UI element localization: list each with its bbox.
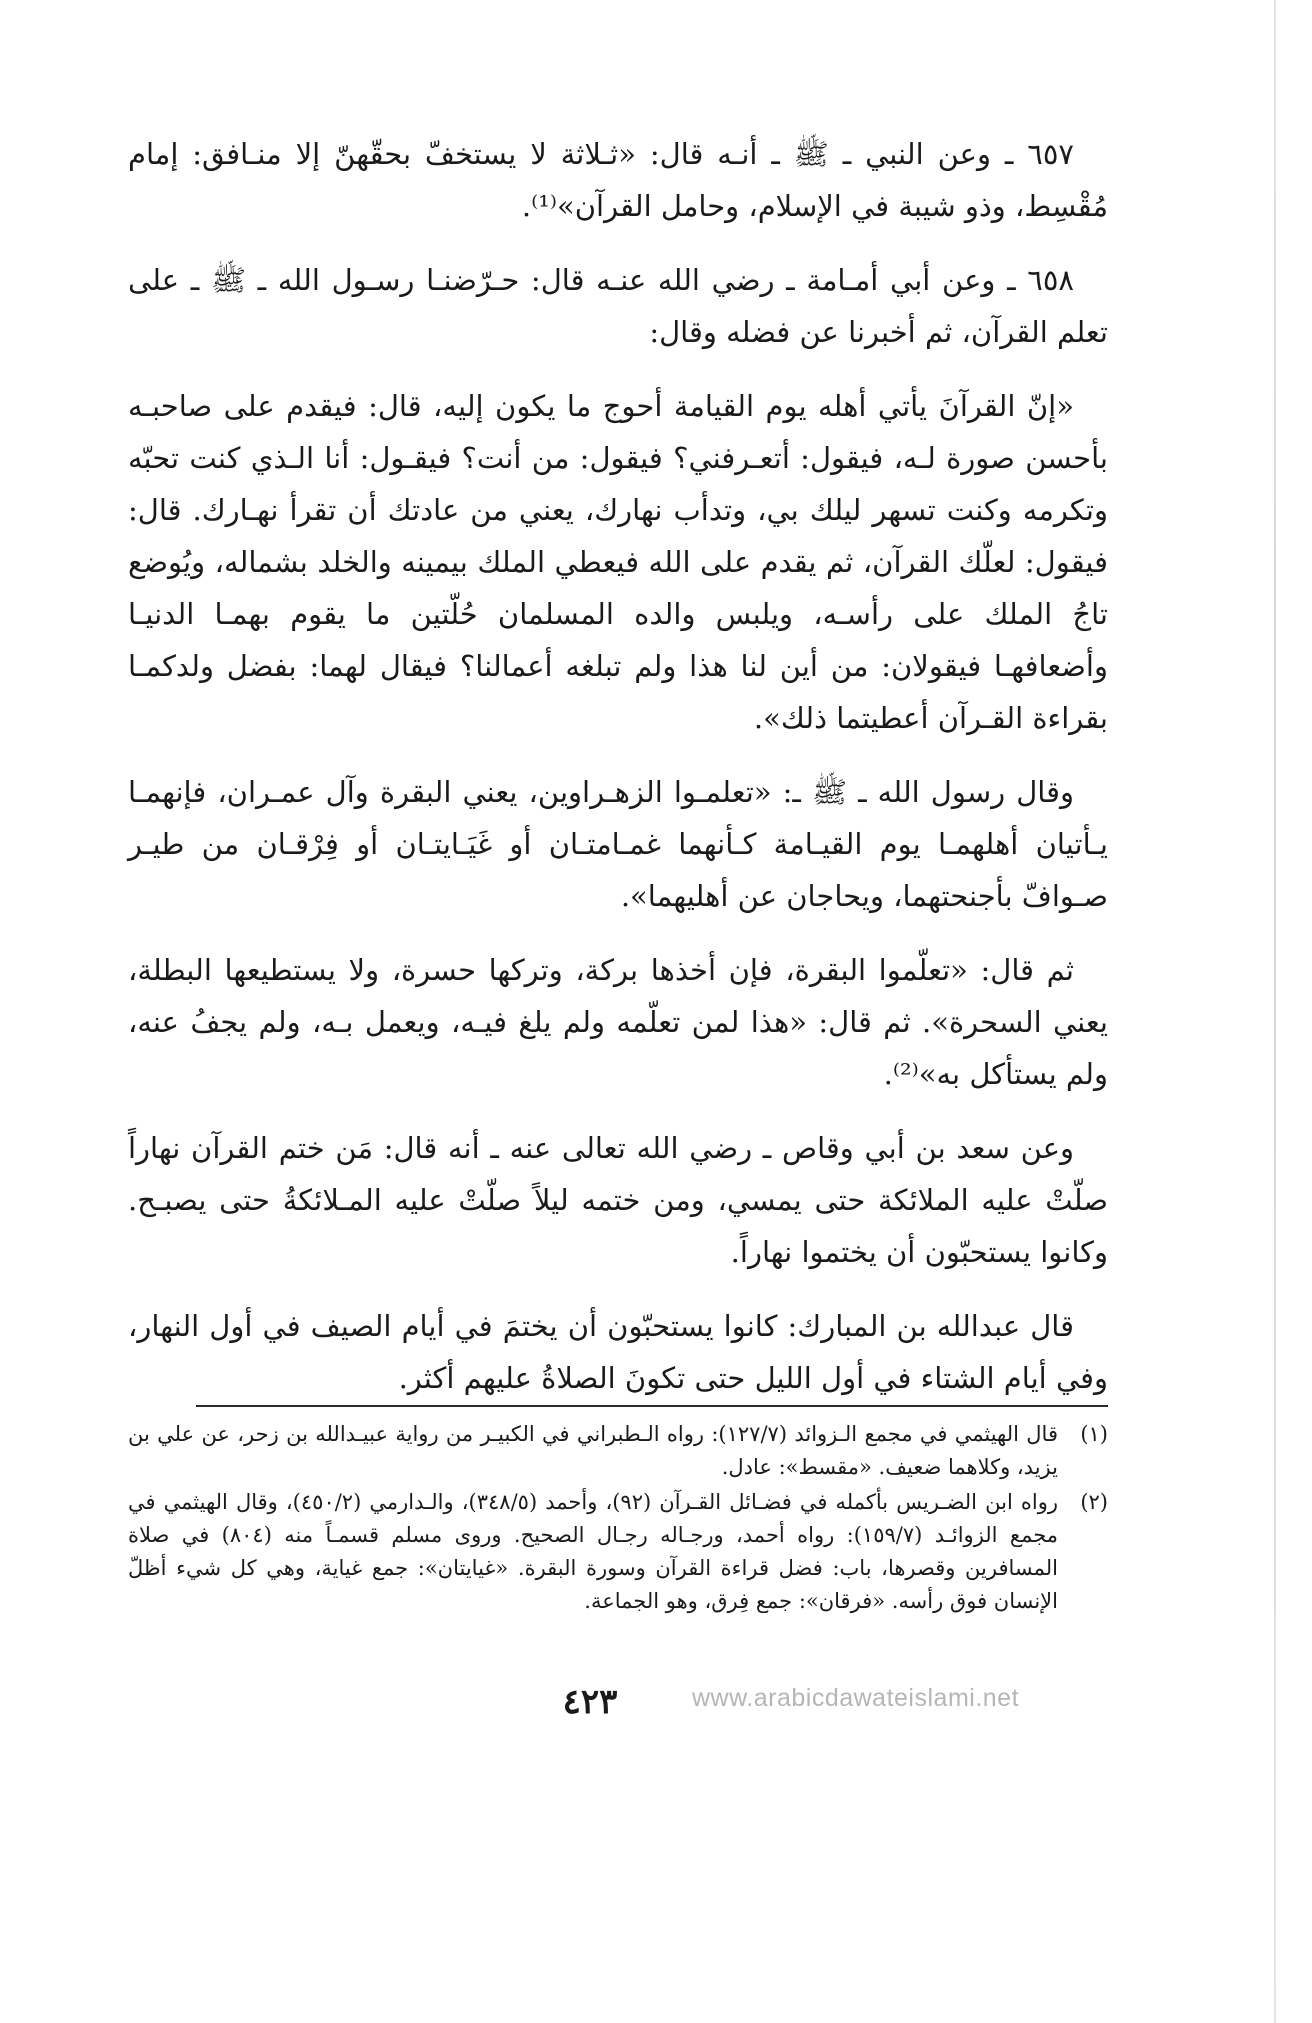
main-text [128,128,1108,1426]
paragraph-saad-ibn-abi-waqqas: وعن سعد بن أبي وقاص ـ رضي الله تعالى عنه ـ أنه قال: مَن ختم القرآن نهاراً صلّتْ عليه الملائكة حتى يمسي، ومن ختمه ليلاً صلّتْ عليه المـلائكةُ حتى يصبـح. وكانوا يستحبّون أن يختموا نهاراً. [128,1131,1108,1269]
footnote-divider [196,1405,1108,1407]
paragraph-ibn-al-mubarak: قال عبدالله بن المبارك: كانوا يستحبّون أن يختمَ في أيام الصيف في أول النهار، وفي أيام الشتاء في أول الليل حتى تكونَ الصلاةُ عليهم أكثر. [128,1309,1108,1395]
footnote-2 [128,1486,1108,1618]
page-number: ٤٢٣ [562,1682,618,1722]
website-watermark: www.arabicdawateislami.net [692,1684,1020,1712]
footnotes-section [128,1418,1108,1620]
paragraph-zahrawain: وقال رسول الله ـ ﷺ ـ: «تعلمـوا الزهـراوين، يعني البقرة وآل عمـران، فإنهمـا يـأتيان أهلهمـا يوم القيـامة كـأنهما غمـامتـان أو غَيَـايتـان أو فِرْقـان من طيـر صـوافّ بأجنحتهما، ويحاجان عن أهليهما». [128,775,1108,913]
paragraph-hadith-657: ٦٥٧ ـ وعن النبي ـ ﷺ ـ أنـه قال: «ثـلاثة لا يستخفّ بحقّهنّ إلا منـافق: إمام مُقْسِط، وذو شيبة في الإسلام، وحامل القرآن»⁽¹⁾. [128,137,1108,223]
footnote-text: رواه ابن الضـريس بأكمله في فضـائل القـرآن (٩٢)، وأحمد (٣٤٨/٥)، والـدارمي (٤٥٠/٢)، وقال الهيثمي في مجمع الزوائـد (١٥٩/٧): رواه أحمد، ورجـاله رجـال الصحيح. وروى مسلم قسمـاً منه (٨٠٤) في صلاة المسافرين وقصرها، باب: فضل قراءة القرآن وسورة البقرة. «غيايتان»: جمع غياية، وهي كل شيء أظلّ الإنسان فوق رأسه. «فرقان»: جمع فِرق، وهو الجماعة. [128,1490,1059,1613]
footnote-number: (٢) [1080,1490,1108,1514]
paragraph-quran-intercession: «إنّ القرآنَ يأتي أهله يوم القيامة أحوج ما يكون إليه، قال: فيقدم على صاحبـه بأحسن صورة لـه، فيقول: أتعـرفني؟ فيقول: من أنت؟ فيقـول: أنا الـذي كنت تحبّه وتكرمه وكنت تسهر ليلك بي، وتدأب نهارك، يعني من عادتك أن تقرأ نهـارك. قال: فيقول: لعلّك القرآن، ثم يقدم على الله فيعطي الملك بيمينه والخلد بشماله، ويُوضع تاجُ الملك على رأسـه، ويلبس والده المسلمان حُلّتين ما يقوم بهمـا الدنيـا وأضعافهـا فيقولان: من أين لنا هذا ولم تبلغه أعمالنا؟ فيقال لهما: بفضل ولدكمـا بقراءة القـرآن أعطيتما ذلك». [128,389,1108,735]
footnote-number: (١) [1080,1422,1108,1446]
paragraph-baqarah: ثم قال: «تعلّموا البقرة، فإن أخذها بركة، وتركها حسرة، ولا يستطيعها البطلة، يعني السحرة». ثم قال: «هذا لمن تعلّمه ولم يلغ فيـه، ويعمل بـه، ولم يجفُ عنه، ولم يستأكل به»⁽²⁾. [128,953,1108,1091]
footnote-1 [128,1418,1108,1484]
paragraph-hadith-658: ٦٥٨ ـ وعن أبي أمـامة ـ رضي الله عنـه قال: حـرّضنـا رسـول الله ـ ﷺ ـ على تعلم القرآن، ثم أخبرنا عن فضله وقال: [128,263,1108,349]
scan-edge-line [1274,0,1276,2023]
footnote-text: قال الهيثمي في مجمع الـزوائد (١٢٧/٧): رواه الـطبراني في الكبيـر من رواية عبيـدالله بن زحر، عن علي بن يزيد، وكلاهما ضعيف. «مقسط»: عادل. [128,1422,1058,1479]
